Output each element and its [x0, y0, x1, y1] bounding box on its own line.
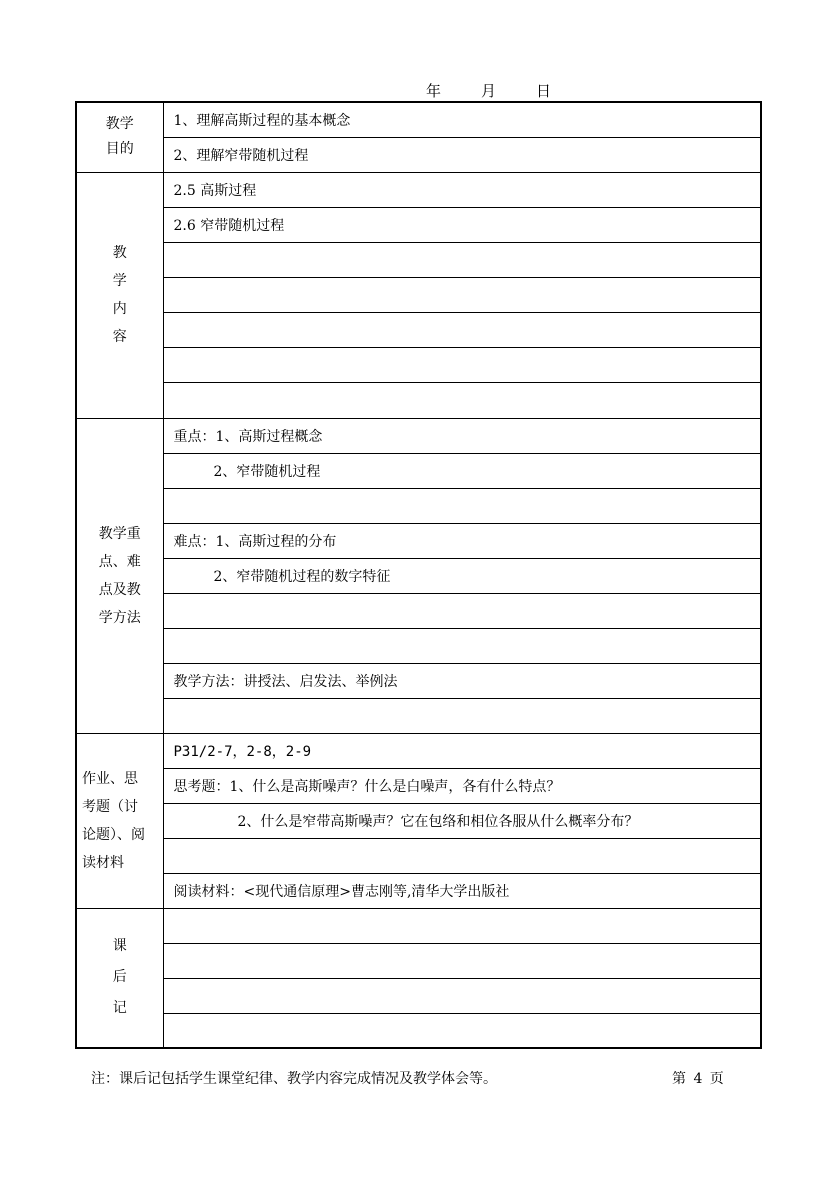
date-month: 月	[481, 82, 497, 100]
date-year: 年	[426, 82, 442, 100]
teaching-method-line: 教学方法：讲授法、启发法、举例法	[163, 663, 761, 698]
content-blank-row	[163, 312, 761, 347]
content-item-2: 2.6 窄带随机过程	[163, 207, 761, 242]
afterword-blank-row	[163, 908, 761, 943]
page-number: 第 4 页	[672, 1071, 724, 1087]
difficulty-line-1: 难点：1、高斯过程的分布	[163, 523, 761, 558]
content-blank-row	[163, 382, 761, 418]
content-item-1: 2.5 高斯过程	[163, 172, 761, 207]
key-points-blank-row	[163, 488, 761, 523]
content-blank-row	[163, 242, 761, 277]
objective-item-2: 2、理解窄带随机过程	[163, 137, 761, 172]
date-line	[426, 80, 591, 101]
content-label	[76, 172, 163, 418]
question-line-1: 思考题：1、什么是高斯噪声？什么是白噪声，各有什么特点？	[163, 768, 761, 803]
key-points-blank-row	[163, 698, 761, 733]
key-points-blank-row	[163, 593, 761, 628]
content-blank-row	[163, 277, 761, 312]
afterword-label	[76, 908, 163, 1048]
footer-note: 注：课后记包括学生课堂纪律、教学内容完成情况及教学体会等。	[91, 1071, 497, 1087]
question-line-2: 2、什么是窄带高斯噪声？它在包络和相位各服从什么概率分布？	[163, 803, 761, 838]
difficulty-line-2: 2、窄带随机过程的数字特征	[163, 558, 761, 593]
key-points-label-text: 教学重 点、难 点及教 学方法	[98, 525, 141, 626]
homework-label-text: 作业、思 考题（讨 论题）、阅 读材料	[82, 770, 145, 871]
objective-item-1: 1、理解高斯过程的基本概念	[163, 102, 761, 137]
lesson-plan-table	[75, 101, 762, 1049]
afterword-label-text: 课 后 记	[112, 938, 127, 1017]
key-points-blank-row	[163, 628, 761, 663]
reading-line: 阅读材料：<现代通信原理>曹志刚等,清华大学出版社	[163, 873, 761, 908]
afterword-blank-row	[163, 1013, 761, 1048]
homework-blank-row	[163, 838, 761, 873]
afterword-blank-row	[163, 943, 761, 978]
focus-line-2: 2、窄带随机过程	[163, 453, 761, 488]
content-label-text: 教 学 内 容	[112, 245, 127, 345]
homework-label	[76, 733, 163, 908]
content-blank-row	[163, 347, 761, 382]
afterword-blank-row	[163, 978, 761, 1013]
objectives-label-text: 教学 目的	[105, 116, 134, 158]
objectives-label	[76, 102, 163, 172]
key-points-label	[76, 418, 163, 733]
date-day: 日	[536, 82, 552, 100]
assignment-line: P31/2-7，2-8，2-9	[163, 733, 761, 768]
focus-line-1: 重点：1、高斯过程概念	[163, 418, 761, 453]
